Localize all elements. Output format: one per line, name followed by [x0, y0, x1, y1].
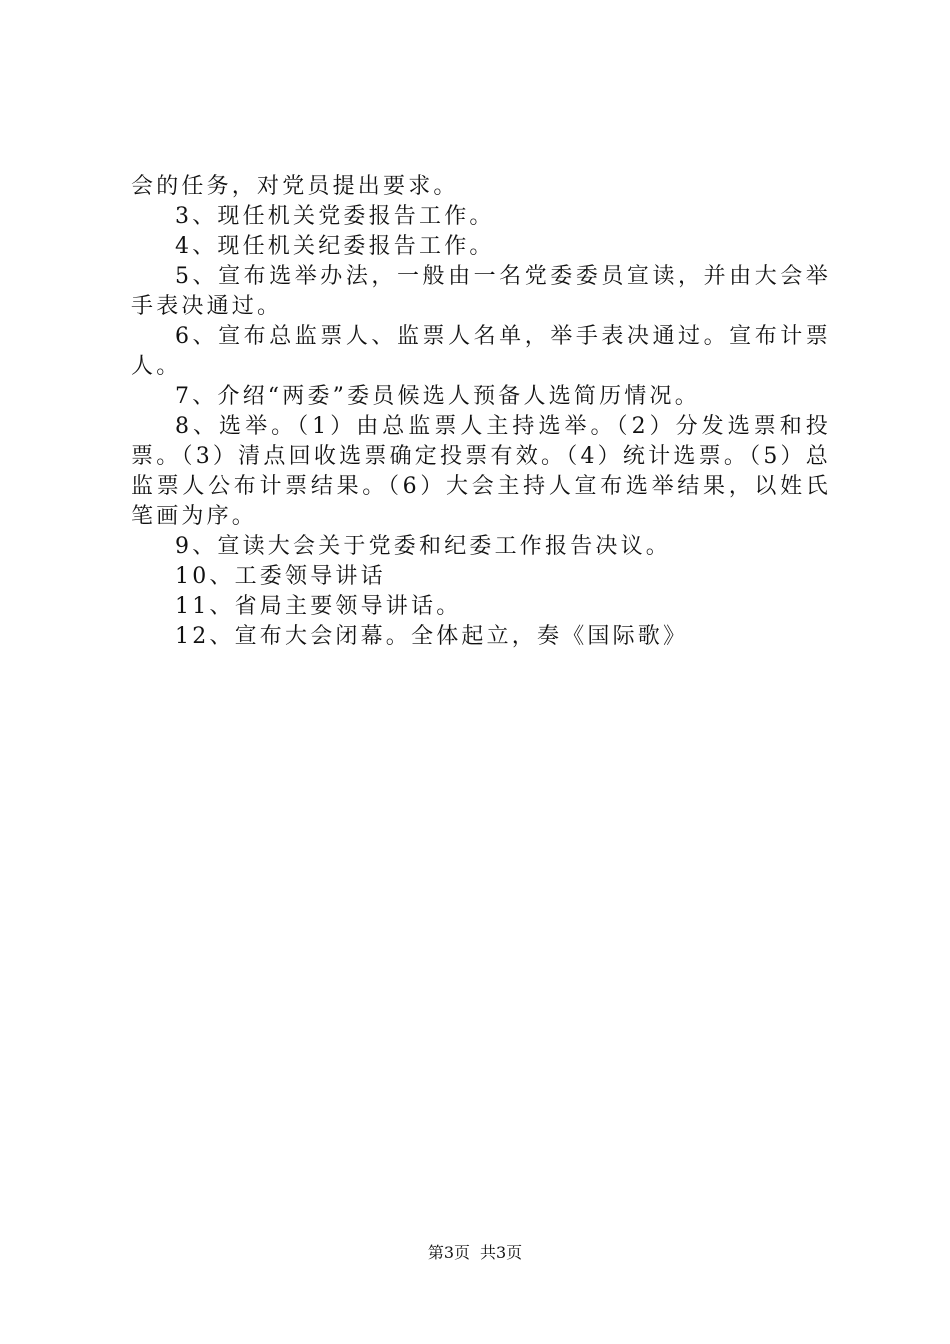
paragraph-item-4: 4、现任机关纪委报告工作。 — [175, 234, 495, 259]
paragraph-item-3: 3、现任机关党委报告工作。 — [175, 204, 495, 229]
paragraph-item-5: 5、宣布选举办法，一般由一名党委委员宣读，并由大会举手表决通过。 — [131, 264, 831, 319]
page-number: 第3页 — [427, 1243, 470, 1262]
page-footer — [0, 1241, 950, 1265]
paragraph-item-12: 12、宣布大会闭幕。全体起立，奏《国际歌》 — [175, 624, 689, 649]
paragraph-item-9: 9、宣读大会关于党委和纪委工作报告决议。 — [175, 534, 671, 559]
document-body — [131, 172, 831, 652]
paragraph-item-7: 7、介绍“两委”委员候选人预备人选简历情况。 — [175, 384, 700, 409]
paragraph-item-11: 11、省局主要领导讲话。 — [175, 594, 462, 619]
page-total: 共3页 — [480, 1243, 523, 1262]
paragraph-continuation: 会的任务，对党员提出要求。 — [131, 174, 459, 199]
paragraph-item-8: 8、选举。（1）由总监票人主持选举。（2）分发选票和投票。（3）清点回收选票确定投票有效。（4）统计选票。（5）总监票人公布计票结果。（6）大会主持人宣布选举结果，以姓氏笔画为序。 — [131, 414, 831, 529]
paragraph-item-10: 10、工委领导讲话 — [175, 564, 386, 589]
paragraph-item-6: 6、宣布总监票人、监票人名单，举手表决通过。宣布计票人。 — [131, 324, 831, 379]
